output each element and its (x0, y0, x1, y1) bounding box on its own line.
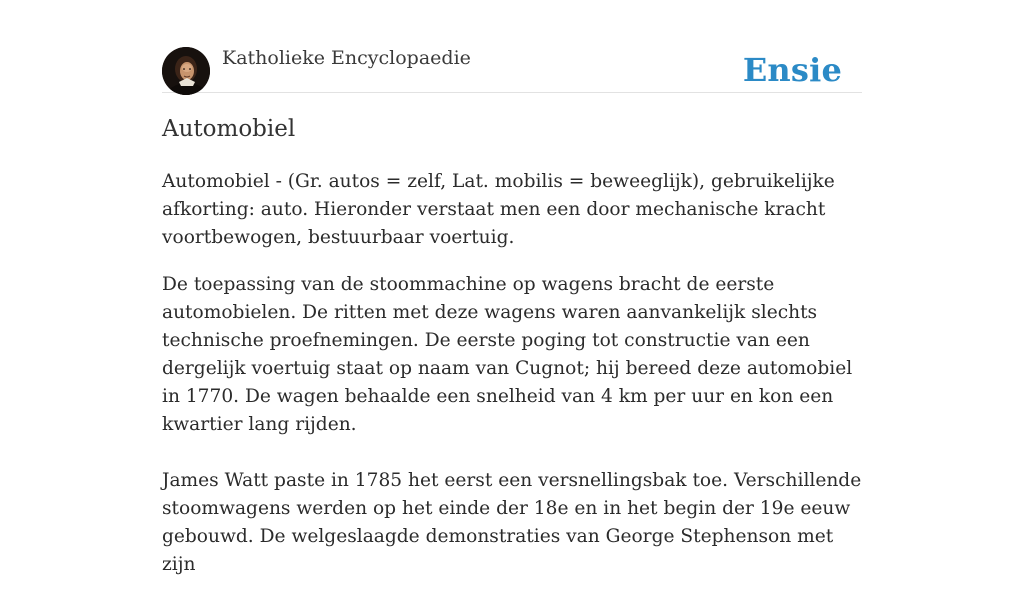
article-card (162, 0, 862, 575)
article-header (162, 46, 862, 93)
paragraph: Automobiel - (Gr. autos = zelf, Lat. mobilis = beweeglijk), gebruikelijke afkorting: auto. Hieronder verstaat men een door mechanische kracht voortbewogen, bestuurbaar voertuig. (162, 171, 835, 248)
article-title: Automobiel (162, 116, 296, 142)
source-name[interactable]: Katholieke Encyclopaedie (222, 47, 471, 69)
paragraph: James Watt paste in 1785 het eerst een versnellingsbak toe. Verschillende stoomwagens werden op het einde der 18e en in het begin der 19e eeuw gebouwd. De welgeslaagde demonstraties van George Stephenson met zijn (162, 470, 862, 575)
source-avatar[interactable] (162, 47, 210, 95)
brand-logo[interactable]: Ensie (742, 51, 842, 89)
paragraph: De toepassing van de stoommachine op wagens bracht de eerste automobielen. De ritten met deze wagens waren aanvankelijk slechts technische proefnemingen. De eerste poging tot constructie van een dergelijk voertuig staat op naam van Cugnot; hij bereed deze automobiel in 1770. De wagen behaalde een snelheid van 4 km per uur en kon een kwartier lang rijden. (162, 274, 853, 435)
portrait-image (162, 47, 210, 95)
article-body (162, 168, 862, 598)
